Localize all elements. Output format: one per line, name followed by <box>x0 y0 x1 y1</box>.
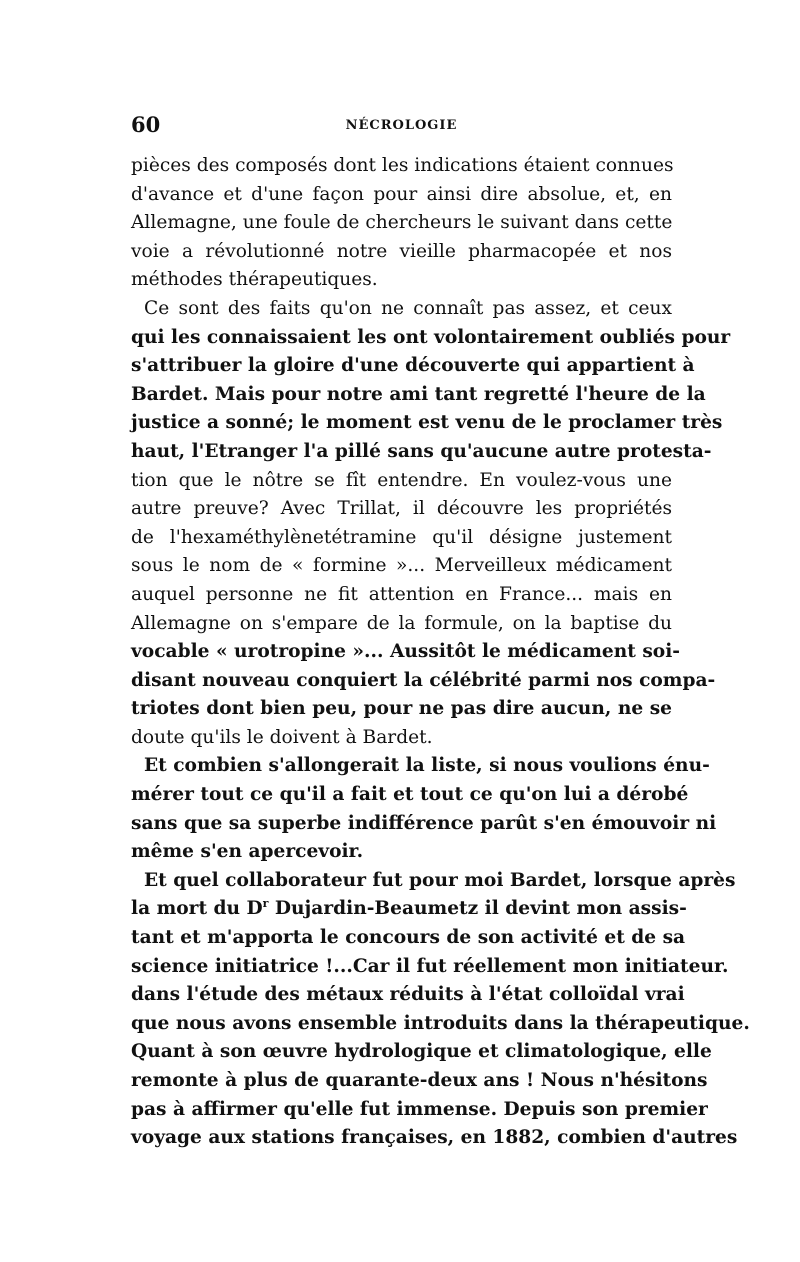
text-line: science initiatrice !...Car il fut réellement mon initiateur. <box>131 955 729 977</box>
page-number: 60 <box>131 112 161 137</box>
text-line: tant et m'apporta le concours de son activité et de sa <box>131 927 686 949</box>
text-line: vocable « urotropine »... Aussitôt le médicament soi- <box>131 641 680 663</box>
text-line: dans l'étude des métaux réduits à l'état colloïdal vrai <box>131 984 685 1006</box>
line-text-after: Dujardin-Beaumetz il devint mon assis- <box>268 898 687 920</box>
text-line: qui les connaissaient les ont volontairement oubliés pour <box>131 326 731 348</box>
text-line: pas à affirmer qu'elle fut immense. Depuis son premier <box>131 1098 708 1120</box>
running-title: NÉCROLOGIE <box>345 118 458 133</box>
text-line: tion que le nôtre se fît entendre. En voulez-vous une <box>131 469 672 491</box>
text-line: Quant à son œuvre hydrologique et climatologique, elle <box>131 1041 712 1063</box>
text-line: voyage aux stations françaises, en 1882, combien d'autres <box>131 1127 738 1149</box>
text-line: de l'hexaméthylènetétramine qu'il désigne justement <box>131 526 672 548</box>
text-line: haut, l'Etranger l'a pillé sans qu'aucune autre protesta- <box>131 440 712 462</box>
text-line-with-superscript <box>131 895 687 924</box>
text-line: d'avance et d'une façon pour ainsi dire absolue, et, en <box>131 183 672 205</box>
text-line: autre preuve? Avec Trillat, il découvre les propriétés <box>131 498 672 520</box>
text-line: voie a révolutionné notre vieille pharmacopée et nos <box>131 240 672 262</box>
text-line: méthodes thérapeutiques. <box>131 269 378 291</box>
text-line: doute qu'ils le doivent à Bardet. <box>131 726 433 748</box>
text-line: mérer tout ce qu'il a fait et tout ce qu'on lui a dérobé <box>131 784 689 806</box>
text-line: Allemagne on s'empare de la formule, on la baptise du <box>131 612 672 634</box>
text-line: justice a sonné; le moment est venu de le proclamer très <box>131 412 723 434</box>
text-line: Allemagne, une foule de chercheurs le suivant dans cette <box>131 212 673 234</box>
text-line: s'attribuer la gloire d'une découverte qui appartient à <box>131 355 695 377</box>
text-line: Et quel collaborateur fut pour moi Bardet, lorsque après <box>144 869 736 891</box>
body-text <box>131 152 750 1153</box>
text-line: Et combien s'allongerait la liste, si nous voulions énu- <box>144 755 710 777</box>
text-line: disant nouveau conquiert la célébrité parmi nos compa- <box>131 669 716 691</box>
text-line: même s'en apercevoir. <box>131 841 364 863</box>
text-line: sous le nom de « formine »... Merveilleux médicament <box>131 555 672 577</box>
text-line: que nous avons ensemble introduits dans la thérapeutique. <box>131 1012 750 1034</box>
text-line: pièces des composés dont les indications étaient connues <box>131 155 674 176</box>
running-head <box>131 110 672 140</box>
superscript: r <box>262 897 269 911</box>
text-line: Ce sont des faits qu'on ne connaît pas assez, et ceux <box>144 297 672 319</box>
text-line: sans que sa superbe indifférence parût s'en émouvoir ni <box>131 812 717 834</box>
text-line: auquel personne ne fit attention en France... mais en <box>131 583 672 605</box>
line-text-before: la mort du D <box>131 898 263 920</box>
text-line: Bardet. Mais pour notre ami tant regretté l'heure de la <box>131 383 706 405</box>
text-line: remonte à plus de quarante-deux ans ! Nous n'hésitons <box>131 1070 708 1091</box>
text-line: triotes dont bien peu, pour ne pas dire aucun, ne se <box>131 698 672 720</box>
